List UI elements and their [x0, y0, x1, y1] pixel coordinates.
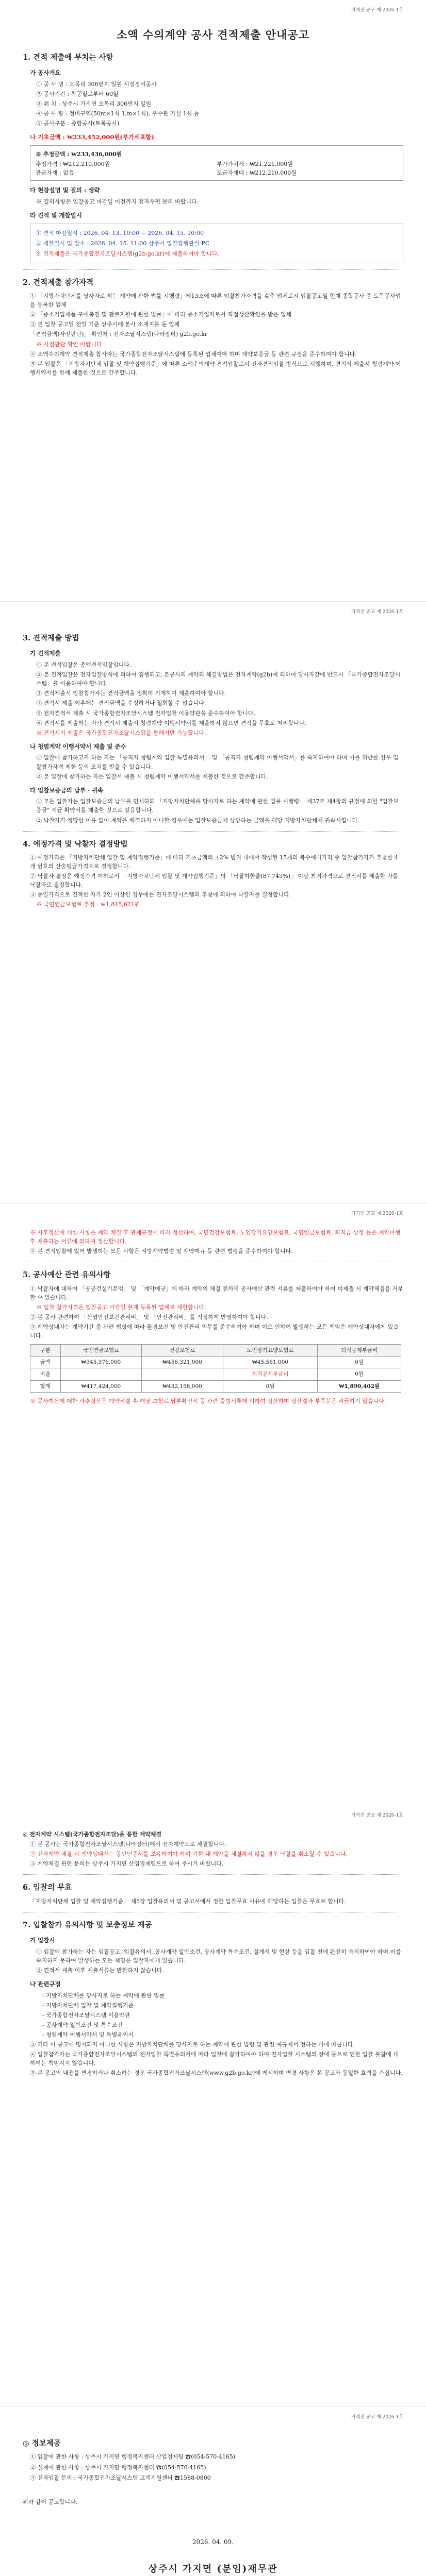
table-cell: 합계: [30, 1380, 61, 1392]
table-cell: ₩417,424,000: [60, 1380, 142, 1392]
overview-item: ⑤ 공사구분 : 종합공사(토목공사): [36, 120, 120, 127]
document-title: 소액 수의계약 공사 견적제출 안내공고: [117, 28, 309, 41]
table-cell: 0원: [223, 1380, 317, 1392]
eligibility-para: ⑤ 본 입찰은 「지방자치단체 입찰 및 계약집행기준」에 따른 소액수의계약 견적입찰로서 전자견적입찰 방식으로 시행하며, 견적서 제출시 청렴계약 이행서약서를 함께 제출한 것으로 간주합니다.: [30, 360, 401, 376]
section-5-heading: 5. 공사예산 관련 유의사항: [23, 1270, 111, 1280]
regulation-item: - 지방자치단체를 당사자로 하는 계약에 관한 법률: [42, 1992, 165, 1999]
budget-para: ③ 계약상대자는 계약기간 중 관련 법령에 따라 환경보전 및 안전관리 의무를 준수하여야 하며 이로 인하여 발생하는 모든 책임은 계약상대자에게 있습니다.: [30, 1323, 399, 1339]
section-2-heading: 2. 견적제출 참가자격: [23, 278, 94, 287]
eligibility-para: ④ 소액수의계약 견적제출 참가자는 국가종합전자조달시스템에 등록된 업체여야 하며 계약보증금 등 관련 규정을 준수하여야 합니다.: [30, 350, 357, 358]
bid-note-item: ③ 기타 이 공고에 명시되지 아니한 사항은 지방자치단체를 당사자로 하는 계약에 관한 법령 및 관련 예규에서 정하는 바에 따릅니다.: [30, 2041, 355, 2048]
regulations-heading: 나 관련규정: [30, 1980, 61, 1988]
integrity-item: ① 입찰에 참가하고자 하는 자는 「공직자 청렴계약 입찰 특별유의서」 및 「공직자 청렴계약 이행서약서」를 숙지하여야 하며 이를 위반한 경우 입찰참가자격 제한 등의 조치를 받을 수 있습니다.: [36, 754, 399, 770]
bid-note-item: ① 입찰에 참가하는 자는 입찰공고, 입찰유의서, 공사계약 일반조건, 공사계약 특수조건, 설계서 및 현장 등을 입찰 전에 완전히 숙지하여야 하며 이를 숙지하지 못하여 발생하는 모든 책임은 입찰자에게 있습니다.: [36, 1948, 401, 1964]
eligibility-para: ① 「지방자치단체를 당사자로 하는 계약에 관한 법률 시행령」제13조에 따른 입찰참가자격을 갖춘 업체로서 입찰공고일 현재 종합공사 중 토목공사업을 등록한 업체: [30, 293, 401, 309]
section-1-sub-overview: 가 공사개요: [30, 69, 61, 77]
eligibility-para: ③ 본 입찰 공고일 전일 기준 상주시에 본사 소재지를 둔 업체: [30, 321, 180, 328]
schedule-box: [30, 224, 403, 263]
price-row: [36, 168, 398, 177]
site-briefing-note: ※ 질의사항은 입찰공고 마감일 이전까지 전자우편 문의 바랍니다.: [36, 198, 199, 205]
bid-item: ① 본 견적입찰은 총액견적입찰입니다.: [36, 662, 132, 669]
table-header: 건강보험료: [142, 1344, 223, 1356]
budget-note: ※ 입찰 참가자격은 입찰공고 마감일 현재 등록된 업체로 제한합니다.: [36, 1303, 206, 1311]
bid-note-item: ④ 입찰참가자는 국가종합전자조달시스템의 전자입찰 특별유의서에 따라 입찰에 참가하여야 하며 전자입찰 시스템의 장애 등으로 인한 입찰 불참에 대하여는 책임지지 않습니다.: [30, 2051, 399, 2067]
e-contract-item: ③ 계약체결 관련 문의는 상주시 가지면 산업경제팀으로 하여 주시기 바랍니다.: [30, 1860, 224, 1868]
overview-item: ③ 위 치 : 상주시 가지면 오목리 306번지 일원: [36, 100, 152, 107]
settlement-note: ※ 사후정산에 대한 사항은 계약 체결 후 관계규정에 따라 정산하며, 국민건강보험료, 노인장기요양보험료, 국민연금보험료, 퇴직금 상정 등은 계약이행 후 제출하는 서류에 의하여 정산합니다.: [30, 1229, 401, 1245]
price-cell: 부가가치세 : ₩21,221,000원: [217, 160, 293, 167]
eligibility-red-note: ※ 사전판단 확인 바랍니다: [36, 341, 102, 348]
bid-notes-heading: 가 입찰시: [30, 1937, 55, 1944]
integrity-heading: 나 청렴계약 이행서약서 제출 및 준수: [30, 742, 126, 750]
award-item: ② 낙찰자 결정은 예정가격 이하로서 「지방자치단체 입찰 및 계약집행기준」의 「낙찰하한율(87.745%)」 이상 최저가격으로 견적서를 제출한 자를 낙찰자로 결정합니다.: [30, 873, 399, 889]
overview-item: ④ 공 사 량 : 정비구역(50m×1식 1,m×1식), 우수관 가설 1식 등: [36, 110, 200, 117]
page-header: 가격진 공고 제 2026-1호: [351, 8, 403, 13]
contact-item: ① 입찰에 관한 사항 : 상주시 가지면 행정복지센터 산업경제팀 ☎(054-570-4165): [30, 2453, 236, 2461]
table-header: 국민연금보험료: [60, 1344, 142, 1356]
price-box: [30, 145, 403, 181]
table-row: [30, 1380, 401, 1392]
table-cell: ₩456,321,000: [142, 1357, 223, 1368]
page-header: 가격진 공고 제 2026-1호: [351, 1211, 403, 1216]
divider: [23, 1874, 403, 1875]
closing-text: 위와 같이 공고합니다.: [23, 2498, 78, 2505]
regulation-item: - 공사계약 일반조건 및 특수조건: [42, 2022, 123, 2029]
deposit-heading: 다 입찰보증금의 납부 · 귀속: [30, 786, 104, 794]
bid-item: ④ 견적서 제출 이후에는 견적금액을 수정하거나 철회할 수 없습니다.: [36, 700, 206, 707]
page-2: [0, 602, 426, 1204]
price-cell: 관급자재 : 없음: [36, 169, 74, 176]
section-4-heading: 4. 예정가격 및 낙찰자 결정방법: [23, 839, 128, 849]
regulation-item: - 지방자치단체 입찰 및 계약집행기준: [42, 2002, 134, 2009]
table-cell: 0원: [318, 1368, 401, 1380]
bid-red-note: ※ 견적서의 제출은 국가종합전자조달시스템을 통해서만 가능합니다.: [36, 729, 206, 736]
schedule-note: ※ 견적제출은 국가종합전자조달시스템(g2b.go.kr)에 제출하여야 합니다.: [36, 250, 220, 257]
page-header: 가격진 공고 제 2026-1호: [351, 2415, 403, 2420]
table-cell: 비율: [30, 1368, 61, 1380]
table-cell: 0원: [318, 1357, 401, 1368]
insurance-table: [30, 1344, 401, 1393]
notice-date: 2026. 04. 09.: [192, 2538, 234, 2546]
price-cell: 도급자재대 : ₩212,210,000원: [217, 169, 297, 176]
eligibility-web-text: 「견적금액(사전판단)」 확인처 : 전자조달시스템(나라장터) g2b.go.kr: [30, 331, 208, 338]
table-cell: ₩45,561,000: [223, 1357, 317, 1368]
page-1: [0, 0, 426, 602]
budget-para: ① 낙찰자에 대하여 「공공건설기본법」 및 「계약예규」에 따라 계약의 체결 전까지 공사예산 관련 서류를 제출하여야 하며 미제출 시 계약체결을 거부할 수 있습니다.: [30, 1285, 403, 1301]
schedule-deadline: ① 견적 마감일시 : 2026. 04. 13. 10:00 ~ 2026. 04. 15. 10:00: [36, 229, 204, 236]
schedule-heading: 라 견적 및 개찰일시: [30, 211, 82, 219]
table-row: [30, 1368, 401, 1380]
bid-item: ② 본 견적입찰은 전자입찰방식에 의하여 집행되고, 본공사의 계약의 체결방법은 전자계약(g2b)에 의하여 당사자간에 반드시 「국가종합전자조달시스템」을 이용하여야 합니다.: [36, 671, 401, 687]
bid-item: ⑥ 견적서를 제출하는 자가 견적서 제출시 청렴계약 이행서약서를 제출하지 않으면 견적을 무효로 처리합니다.: [36, 719, 306, 726]
table-cell: 퇴직공제부금비: [223, 1368, 317, 1380]
table-cell: ₩432,158,000: [142, 1380, 223, 1392]
eligibility-web-note: [23, 330, 403, 338]
divider: [23, 831, 403, 832]
overview-item: ② 공사기간 : 착공일로부터 60일: [36, 90, 119, 97]
table-cell: [142, 1368, 223, 1380]
page-5: [0, 2407, 426, 2576]
page-header: 가격진 공고 제 2026-1호: [351, 609, 403, 615]
divider: [23, 269, 403, 270]
bid-note-item: ⑤ 본 공고의 내용을 변경하거나 취소하는 경우 국가종합전자조달시스템(www.g2b.go.kr)에 게시하며 변경 사항은 본 공고와 동일한 효력을 가집니다.: [30, 2070, 403, 2077]
table-row: [30, 1357, 401, 1368]
table-cell: 금액: [30, 1357, 61, 1368]
settlement-table-note: ※ 공사예산에 대한 사후정산은 계약체결 후 해당 보험료 납부확인서 등 관련 증빙서류에 의하여 정산하며 정산결과 부족분은 지급하지 않습니다.: [30, 1397, 386, 1404]
award-item: ③ 동일가격으로 견적한 자가 2인 이상인 경우에는 전자조달시스템의 추첨에 의하여 낙찰자를 결정합니다.: [30, 891, 291, 899]
integrity-item: ② 본 입찰에 참가하는 자는 입찰서 제출 시 청렴계약 이행서약서를 제출한 것으로 간주합니다.: [36, 773, 268, 780]
regulation-item: - 청렴계약 이행서약서 및 특별유의서: [42, 2031, 134, 2039]
info-heading: ◎ 정보제공: [23, 2439, 61, 2448]
schedule-opening: ② 개찰일시 및 장소 : 2026. 04. 15. 11:00 상주시 입찰집행관실 PC: [36, 240, 210, 247]
regulation-item: - 국가종합전자조달시스템 이용약관: [42, 2012, 130, 2019]
section-7-heading: 7. 입찰참가 유의사항 및 보충정보 제공: [23, 1920, 152, 1929]
e-contract-lead: ◎ 전자계약 시스템(국가종합전자조달)을 통한 계약체결: [23, 1831, 162, 1838]
section-6-heading: 6. 입찰의 무효: [23, 1883, 72, 1892]
price-row: [36, 160, 398, 168]
estimated-amount: ※ 추정금액 : ₩233,436,000원: [36, 150, 122, 158]
bid-submit-heading: 가 견적제출: [30, 650, 61, 657]
page-4: [0, 1805, 426, 2407]
bid-item: ③ 견적제출시 입찰참가자는 견적금액을 정확히 기재하여 제출하여야 합니다.: [36, 690, 226, 697]
e-contract-item: ① 본 공사는 국가종합전자조달시스템(나라장터)에서 전자계약으로 체결합니다.: [30, 1841, 226, 1848]
contact-item: ③ 전자입찰 문의 : 국가종합전자조달시스템 고객지원센터 ☎1588-0800: [30, 2474, 211, 2481]
table-cell: [60, 1368, 142, 1380]
section-3-heading: 3. 견적제출 방법: [23, 634, 79, 642]
deposit-item: ① 모든 입찰자는 입찰보증금의 납부를 면제하되 「지방자치단체를 당사자로 하는 계약에 관한 법률 시행령」 제37조 제4항의 규정에 의한 "입찰보증금" 지급 확약서를 제출한 것으로 갈음합니다.: [36, 798, 399, 814]
price-cell: 추정가격 : ₩212,210,000원: [36, 160, 110, 167]
eligibility-para: ② 「중소기업제품 구매촉진 및 판로지원에 관한 법률」에 따라 중소기업자로서 직접생산확인을 받은 업체: [30, 311, 292, 318]
section-1-heading: 1. 견적 제출에 부치는 사항: [23, 53, 113, 62]
deposit-item: ② 낙찰자가 정당한 이유 없이 계약을 체결하지 아니할 경우에는 입찰보증금에 상당하는 금액을 해당 지방자치단체에 귀속시킵니다.: [36, 817, 359, 824]
table-header-row: [30, 1344, 401, 1356]
budget-para: ② 본 공사 관련하여 「산업안전보건관리비」 및 「안전관리비」를 적정하게 반영하여야 합니다.: [30, 1313, 268, 1320]
page-header: 가격진 공고 제 2026-1호: [351, 1813, 403, 1818]
e-contract-item: ② 전자계약 체결 시 계약상대자는 공인인증서를 보유하여야 하며 기한 내 계약을 체결하지 않을 경우 낙찰을 취소할 수 있습니다.: [30, 1851, 348, 1858]
bid-item: ⑤ 전자견적서 제출 시 국가종합전자조달시스템 전자입찰 이용약관을 준수하여야 합니다.: [36, 709, 256, 717]
bid-note-item: ② 견적서 제출 이후 제출서류는 반환하지 않습니다.: [36, 1967, 164, 1974]
page-3: [0, 1204, 426, 1805]
pension-note: ※ 국민연금보험료 추정 : ₩1,845,621원: [36, 901, 140, 908]
table-header: 퇴직공제부금비: [318, 1344, 401, 1356]
award-item: ① 예정가격은 「지방자치단체 입찰 및 계약집행기준」에 따라 기초금액의 ±2% 범위 내에서 작성된 15개의 복수예비가격 중 입찰참가자가 추첨한 4개 번호의 산술평균가격으로 결정합니다.: [30, 854, 398, 870]
issuing-org: 상주시 가지면 (분임)재무관: [148, 2564, 278, 2575]
award-item: ④ 본 견적입찰에 있어 발생하는 모든 사항은 지방계약법령 및 계약예규 등 관련 법령을 준수하여야 합니다.: [30, 1248, 293, 1255]
site-briefing-heading: 다 현장설명 및 질의 : 생략: [30, 187, 100, 194]
table-header: 노인장기요양보험료: [223, 1344, 317, 1356]
overview-item: ① 공 사 명 : 오목리 306번지 일원 시설정비공사: [36, 80, 157, 88]
contact-item: ② 설계에 관한 사항 : 상주시 가지면 행정복지센터 ☎(054-570-4165): [30, 2464, 206, 2471]
table-cell: ₩1,890,402원: [318, 1380, 401, 1392]
table-cell: ₩345,376,000: [60, 1357, 142, 1368]
base-price-heading: 나 기초금액 : ₩233,452,000원(부가세포함): [30, 133, 154, 141]
table-header: 구분: [30, 1344, 61, 1356]
invalid-para: 「지방자치단체 입찰 및 계약집행기준」 제5장 입찰유의서 및 공고서에서 정한 입찰무효 사유에 해당하는 입찰은 무효로 합니다.: [30, 1897, 346, 1905]
